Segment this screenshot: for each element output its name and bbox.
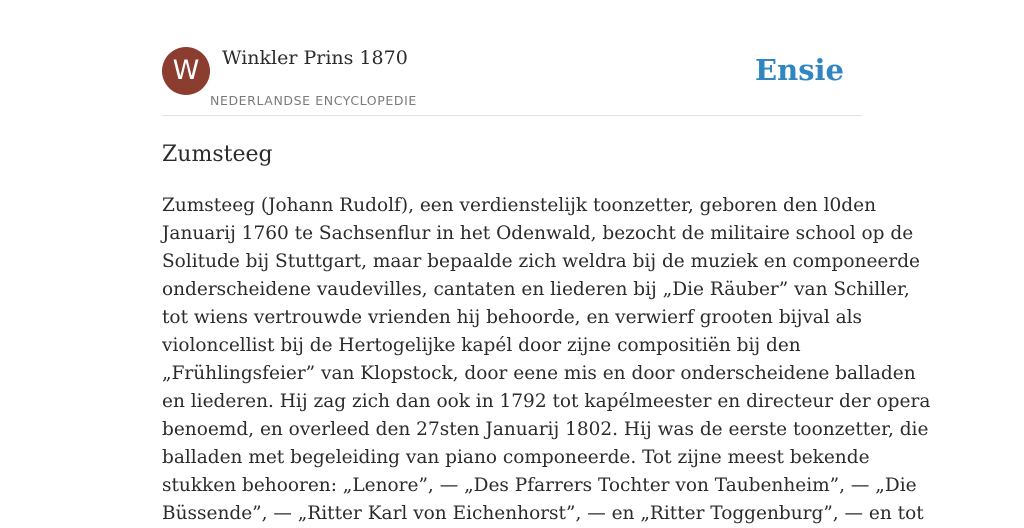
entry-body-line: stukken behooren: „Lenore”, — „Des Pfarrers Tochter von Taubenheim”, — „Die	[162, 475, 917, 496]
entry-body-line: „Frühlingsfeier” van Klopstock, door eene mis en door onderscheidene balladen	[162, 363, 916, 384]
entry-body-line: benoemd, en overleed den 27sten Januarij 1802. Hij was de eerste toonzetter, die	[162, 419, 929, 440]
entry-body-line: Büssende”, — „Ritter Karl von Eichenhorst”, — en „Ritter Toggenburg”, — en tot	[162, 503, 924, 524]
entry-title: Zumsteeg	[162, 142, 273, 167]
entry-body-line: Zumsteeg (Johann Rudolf), een verdienstelijk toonzetter, geboren den l0den	[162, 195, 876, 216]
ensie-logo-link[interactable]: Ensie	[755, 53, 844, 87]
entry-body	[162, 192, 931, 528]
entry-body-line: en liederen. Hij zag zich dan ook in 1792 tot kapélmeester en directeur der opera	[162, 391, 931, 412]
entry-body-line: violoncellist bij de Hertogelijke kapél door zijne compositiën bij den	[162, 335, 801, 356]
entry-body-line: tot wiens vertrouwde vrienden hij behoorde, en verwierf grooten bijval als	[162, 307, 863, 328]
entry-body-line: Solitude bij Stuttgart, maar bepaalde zich weldra bij de muziek en componeerde	[162, 251, 920, 272]
source-subtitle: NEDERLANDSE ENCYCLOPEDIE	[210, 93, 417, 108]
entry-body-line: Januarij 1760 te Sachsenflur in het Odenwald, bezocht de militaire school op de	[162, 223, 914, 244]
entry-body-line: balladen met begeleiding van piano componeerde. Tot zijne meest bekende	[162, 447, 870, 468]
header-divider	[162, 115, 862, 116]
source-title[interactable]: Winkler Prins 1870	[222, 47, 408, 69]
header	[162, 47, 862, 115]
entry-body-line: onderscheidene vaudevilles, cantaten en liederen bij „Die Räuber” van Schiller,	[162, 279, 910, 300]
source-avatar[interactable]: W	[162, 47, 210, 95]
